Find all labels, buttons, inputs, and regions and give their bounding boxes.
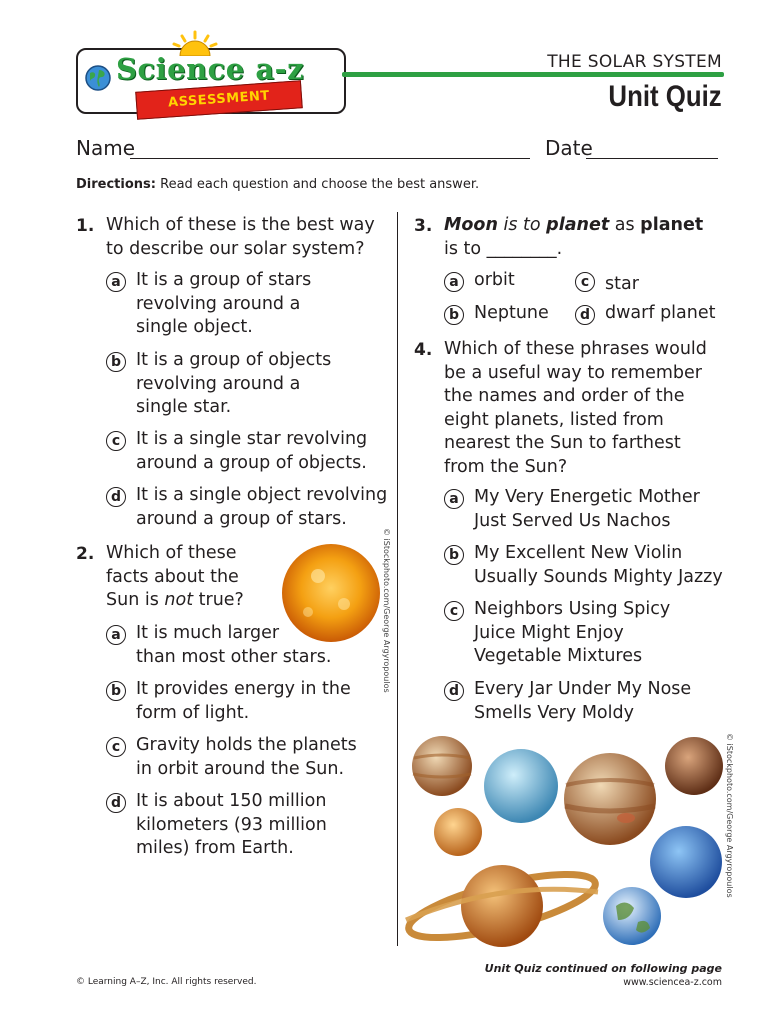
option-text <box>136 484 387 531</box>
option-text <box>136 678 351 725</box>
option-text: orbit <box>474 270 515 290</box>
option-line: kilometers (93 million <box>136 814 327 835</box>
question-line: facts about the <box>106 566 239 587</box>
date-field[interactable] <box>586 158 718 159</box>
column-divider <box>397 212 398 946</box>
question-line: Which of these phrases would <box>444 339 707 359</box>
option-b-bubble[interactable]: b <box>444 545 464 565</box>
analogy-connector: is to <box>497 215 547 235</box>
option-text <box>474 598 670 669</box>
directions <box>76 177 479 192</box>
directions-text: Read each question and choose the best answer. <box>160 177 480 192</box>
question-1-text <box>106 214 375 261</box>
question-line: Which of these is the best way <box>106 215 375 235</box>
option-text <box>474 542 723 589</box>
option-text <box>136 622 331 669</box>
analogy-term: Moon <box>444 215 498 235</box>
option-b-bubble[interactable]: b <box>106 352 126 372</box>
site-url[interactable]: www.sciencea-z.com <box>623 977 722 988</box>
option-text <box>136 428 367 475</box>
question-number: 1. <box>76 216 95 236</box>
option-line: It is a group of stars <box>136 270 312 290</box>
question-number: 3. <box>414 216 433 236</box>
option-text <box>136 790 327 861</box>
option-b-bubble[interactable]: b <box>106 681 126 701</box>
option-text <box>136 349 331 420</box>
question-line: eight planets, listed from <box>444 409 664 430</box>
photo-credit: © iStockphoto.com/George Argyropoulos <box>382 528 391 693</box>
option-line: Neighbors Using Spicy <box>474 599 671 619</box>
option-line: It is a single star revolving <box>136 429 368 449</box>
option-d-bubble[interactable]: d <box>106 487 126 507</box>
option-a-bubble[interactable]: a <box>444 272 464 292</box>
option-line: in orbit around the Sun. <box>136 758 345 779</box>
option-line: single star. <box>136 397 232 417</box>
question-line: be a useful way to remember <box>444 362 702 383</box>
option-text: star <box>605 274 639 294</box>
option-b-bubble[interactable]: b <box>444 305 464 325</box>
option-line: It is about 150 million <box>136 791 327 811</box>
option-line: miles) from Earth. <box>136 838 294 858</box>
option-line: single object. <box>136 317 253 337</box>
question-line: Which of these <box>106 543 237 563</box>
option-line: Gravity holds the planets <box>136 735 357 755</box>
option-text <box>474 486 700 533</box>
option-line: It is a single object revolving <box>136 485 388 505</box>
option-text <box>474 678 691 725</box>
option-line: revolving around a <box>136 373 301 394</box>
option-line: around a group of objects. <box>136 452 367 473</box>
name-label: Name <box>76 136 136 160</box>
analogy-term: planet <box>640 215 704 235</box>
option-c-bubble[interactable]: c <box>106 431 126 451</box>
question-line: from the Sun? <box>444 456 568 477</box>
option-line: Vegetable Mixtures <box>474 646 643 666</box>
question-line: nearest the Sun to farthest <box>444 433 681 453</box>
option-line: Usually Sounds Mighty Jazzy <box>474 566 723 587</box>
photo-credit: © iStockphoto.com/George Argyropoulos <box>725 733 734 898</box>
option-c-bubble[interactable]: c <box>575 272 595 292</box>
option-text: dwarf planet <box>605 303 716 323</box>
analogy-term: planet <box>546 215 610 235</box>
directions-label: Directions: <box>76 177 156 192</box>
header-rule <box>342 72 724 77</box>
page-title: Unit Quiz <box>608 80 722 113</box>
option-a-bubble[interactable]: a <box>106 272 126 292</box>
option-line: My Excellent New Violin <box>474 543 683 563</box>
question-2-text <box>106 542 244 613</box>
option-line: around a group of stars. <box>136 508 347 529</box>
globe-icon <box>84 64 112 92</box>
question-line: Sun is not true? <box>106 590 244 610</box>
name-field[interactable] <box>130 158 530 159</box>
option-text: Neptune <box>474 303 549 323</box>
question-number: 4. <box>414 340 433 360</box>
option-line: It provides energy in the <box>136 679 351 699</box>
question-4-text <box>444 338 707 479</box>
option-line: Smells Very Moldy <box>474 702 634 723</box>
question-number: 2. <box>76 544 95 564</box>
option-line: revolving around a <box>136 293 301 314</box>
planets-image <box>404 730 724 952</box>
option-a-bubble[interactable]: a <box>444 489 464 509</box>
option-text <box>136 269 311 340</box>
continued-note: Unit Quiz continued on following page <box>484 962 722 975</box>
question-line: is to ________. <box>444 238 563 259</box>
header-subject: THE SOLAR SYSTEM <box>547 52 722 72</box>
question-line: to describe our solar system? <box>106 238 365 259</box>
analogy-connector: as <box>609 215 641 235</box>
option-line: form of light. <box>136 702 250 723</box>
option-line: Every Jar Under My Nose <box>474 679 692 699</box>
option-a-bubble[interactable]: a <box>106 625 126 645</box>
option-d-bubble[interactable]: d <box>575 305 595 325</box>
option-d-bubble[interactable]: d <box>106 793 126 813</box>
option-line: My Very Energetic Mother <box>474 487 700 507</box>
question-line <box>444 214 703 238</box>
option-text <box>136 734 357 781</box>
copyright: © Learning A–Z, Inc. All rights reserved. <box>76 977 257 987</box>
option-line: It is much larger <box>136 623 280 643</box>
assessment-banner: ASSESSMENT <box>135 80 303 120</box>
question-3-text <box>444 214 703 261</box>
question-line: the names and order of the <box>444 386 685 406</box>
logo-wordmark: Science a-z <box>116 52 305 86</box>
date-label: Date <box>545 136 593 160</box>
option-line: It is a group of objects <box>136 350 332 370</box>
option-c-bubble[interactable]: c <box>444 601 464 621</box>
option-line: than most other stars. <box>136 646 332 667</box>
option-d-bubble[interactable]: d <box>444 681 464 701</box>
option-c-bubble[interactable]: c <box>106 737 126 757</box>
option-line: Just Served Us Nachos <box>474 510 671 531</box>
option-line: Juice Might Enjoy <box>474 622 624 643</box>
